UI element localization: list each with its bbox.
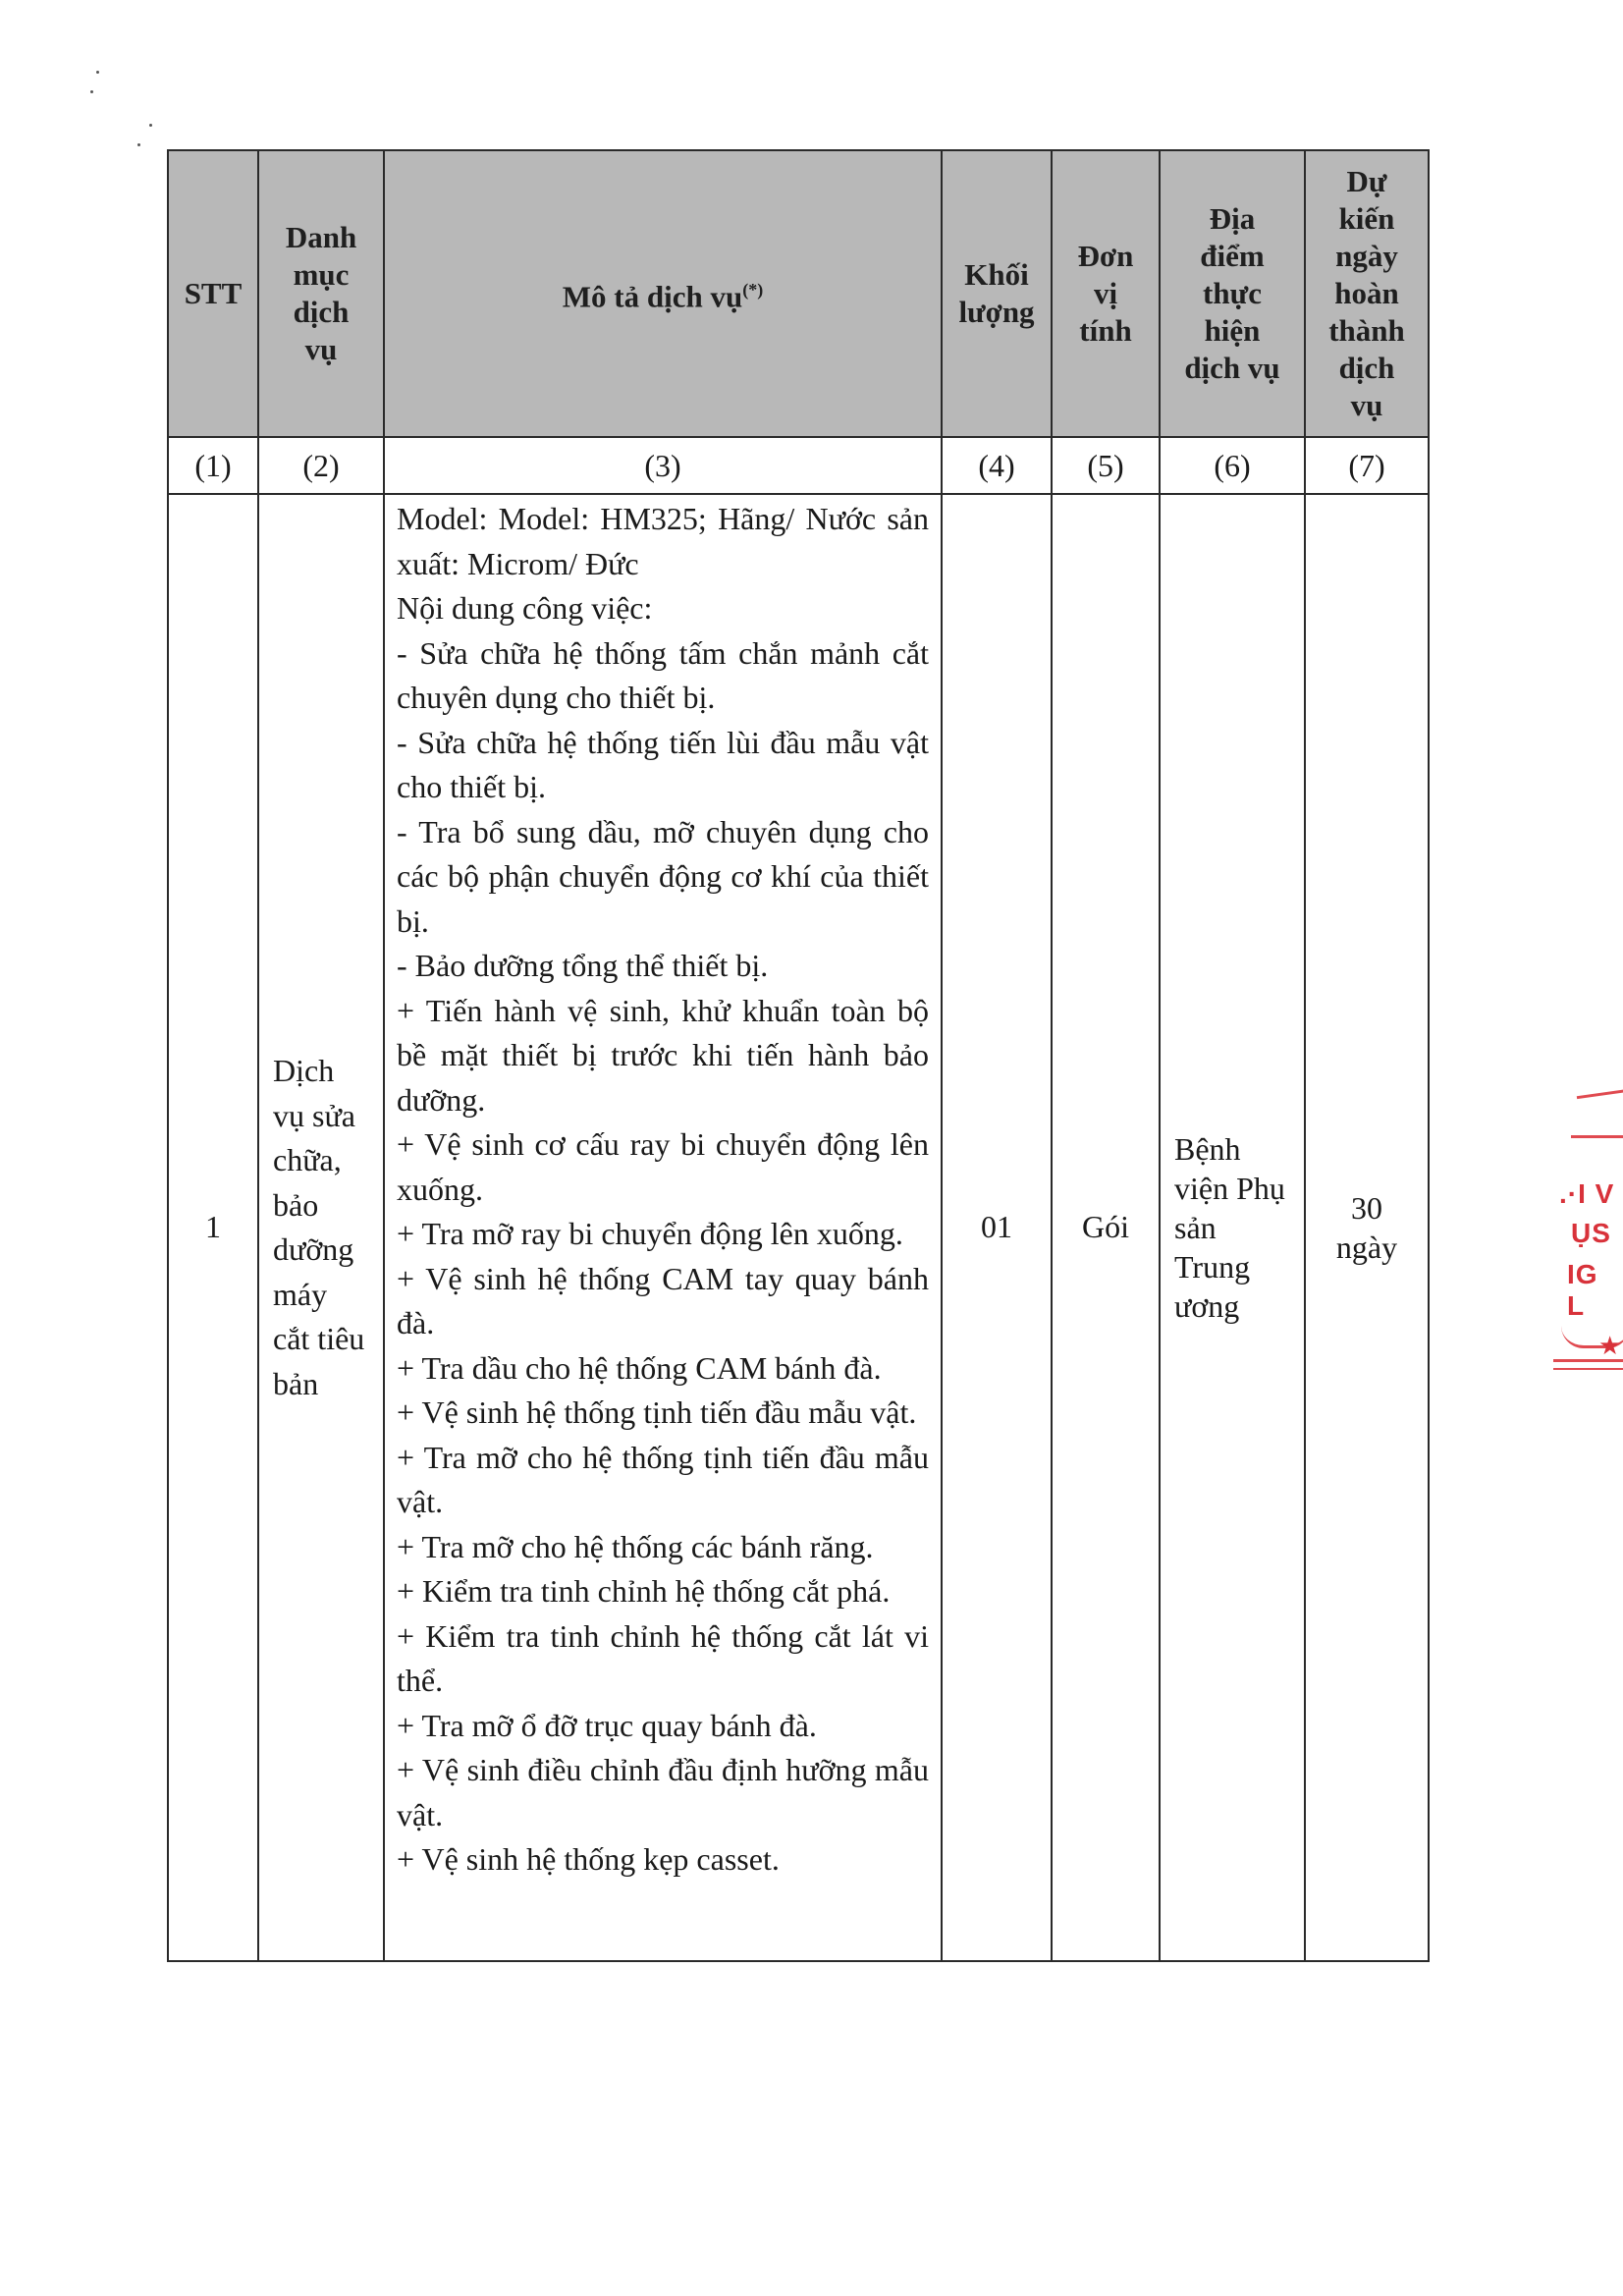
description-line: - Tra bổ sung dầu, mỡ chuyên dụng cho các bộ phận chuyển động cơ khí của thiết bị. — [397, 813, 929, 939]
header-location: Địa điểm thực hiện dịch vụ — [1160, 150, 1305, 437]
description-line: + Tra mỡ cho hệ thống tịnh tiến đầu mẫu vật. — [397, 1439, 929, 1519]
description-line: + Vệ sinh điều chỉnh đầu định hưỡng mẫu vật. — [397, 1752, 929, 1832]
description-line: + Vệ sinh cơ cấu ray bi chuyển động lên xuống. — [397, 1126, 929, 1207]
col-number: (7) — [1305, 437, 1429, 494]
header-unit: Đơn vị tính — [1052, 150, 1160, 437]
description-line: + Kiểm tra tinh chỉnh hệ thống cắt phá. — [397, 1573, 891, 1609]
description-line: - Sửa chữa hệ thống tiến lùi đầu mẫu vật cho thiết bị. — [397, 724, 929, 804]
red-stamp-fragment: .·I V ỤS IG L ★ — [1532, 1080, 1623, 1394]
description-line: + Tra mỡ cho hệ thống các bánh răng. — [397, 1528, 874, 1564]
row-unit: Gói — [1052, 494, 1160, 1961]
row-description — [384, 494, 942, 1961]
col-number: (2) — [258, 437, 384, 494]
header-stt: STT — [168, 150, 258, 437]
description-line: + Tra mỡ ổ đỡ trục quay bánh đà. — [397, 1707, 817, 1743]
header-category: Danh mục dịch vụ — [258, 150, 384, 437]
row-location: Bệnh viện Phụ sản Trung ương — [1160, 494, 1305, 1961]
description-line: + Tra dầu cho hệ thống CAM bánh đà. — [397, 1349, 882, 1386]
scan-specks — [0, 0, 196, 167]
description-line: + Tiến hành vệ sinh, khử khuẩn toàn bộ bề mặt thiết bị trước khi tiến hành bảo dưỡng. — [397, 992, 929, 1118]
description-line: + Vệ sinh hệ thống CAM tay quay bánh đà. — [397, 1260, 929, 1340]
description-line: + Vệ sinh hệ thống kẹp casset. — [397, 1841, 780, 1877]
col-number: (1) — [168, 437, 258, 494]
description-line: + Vệ sinh hệ thống tịnh tiến đầu mẫu vật. — [397, 1394, 917, 1430]
header-completion: Dự kiến ngày hoàn thành dịch vụ — [1305, 150, 1429, 437]
description-line: - Sửa chữa hệ thống tấm chắn mảnh cắt chuyên dụng cho thiết bị. — [397, 634, 929, 715]
description-line: + Kiểm tra tinh chỉnh hệ thống cắt lát vi thể. — [397, 1617, 929, 1698]
description-line: + Tra mỡ ray bi chuyển động lên xuống. — [397, 1216, 903, 1251]
row-completion: 30 ngày — [1305, 494, 1429, 1961]
table-row — [168, 494, 1429, 1961]
header-row — [168, 150, 1429, 437]
row-quantity: 01 — [942, 494, 1052, 1961]
col-number: (3) — [384, 437, 942, 494]
service-table — [167, 149, 1430, 1962]
star-icon: ★ — [1598, 1332, 1622, 1360]
description-line: Nội dung công việc: — [397, 590, 653, 626]
description-line: Model: Model: HM325; Hãng/ Nước sản xuất: Microm/ Đức — [397, 501, 929, 581]
column-number-row — [168, 437, 1429, 494]
row-category: Dịch vụ sửa chữa, bảo dưỡng máy cắt tiêu bản — [258, 494, 384, 1961]
col-number: (4) — [942, 437, 1052, 494]
header-description: Mô tả dịch vụ(*) — [384, 150, 942, 437]
col-number: (6) — [1160, 437, 1305, 494]
description-line: - Bảo dưỡng tổng thể thiết bị. — [397, 948, 769, 983]
row-stt: 1 — [168, 494, 258, 1961]
col-number: (5) — [1052, 437, 1160, 494]
header-quantity: Khối lượng — [942, 150, 1052, 437]
